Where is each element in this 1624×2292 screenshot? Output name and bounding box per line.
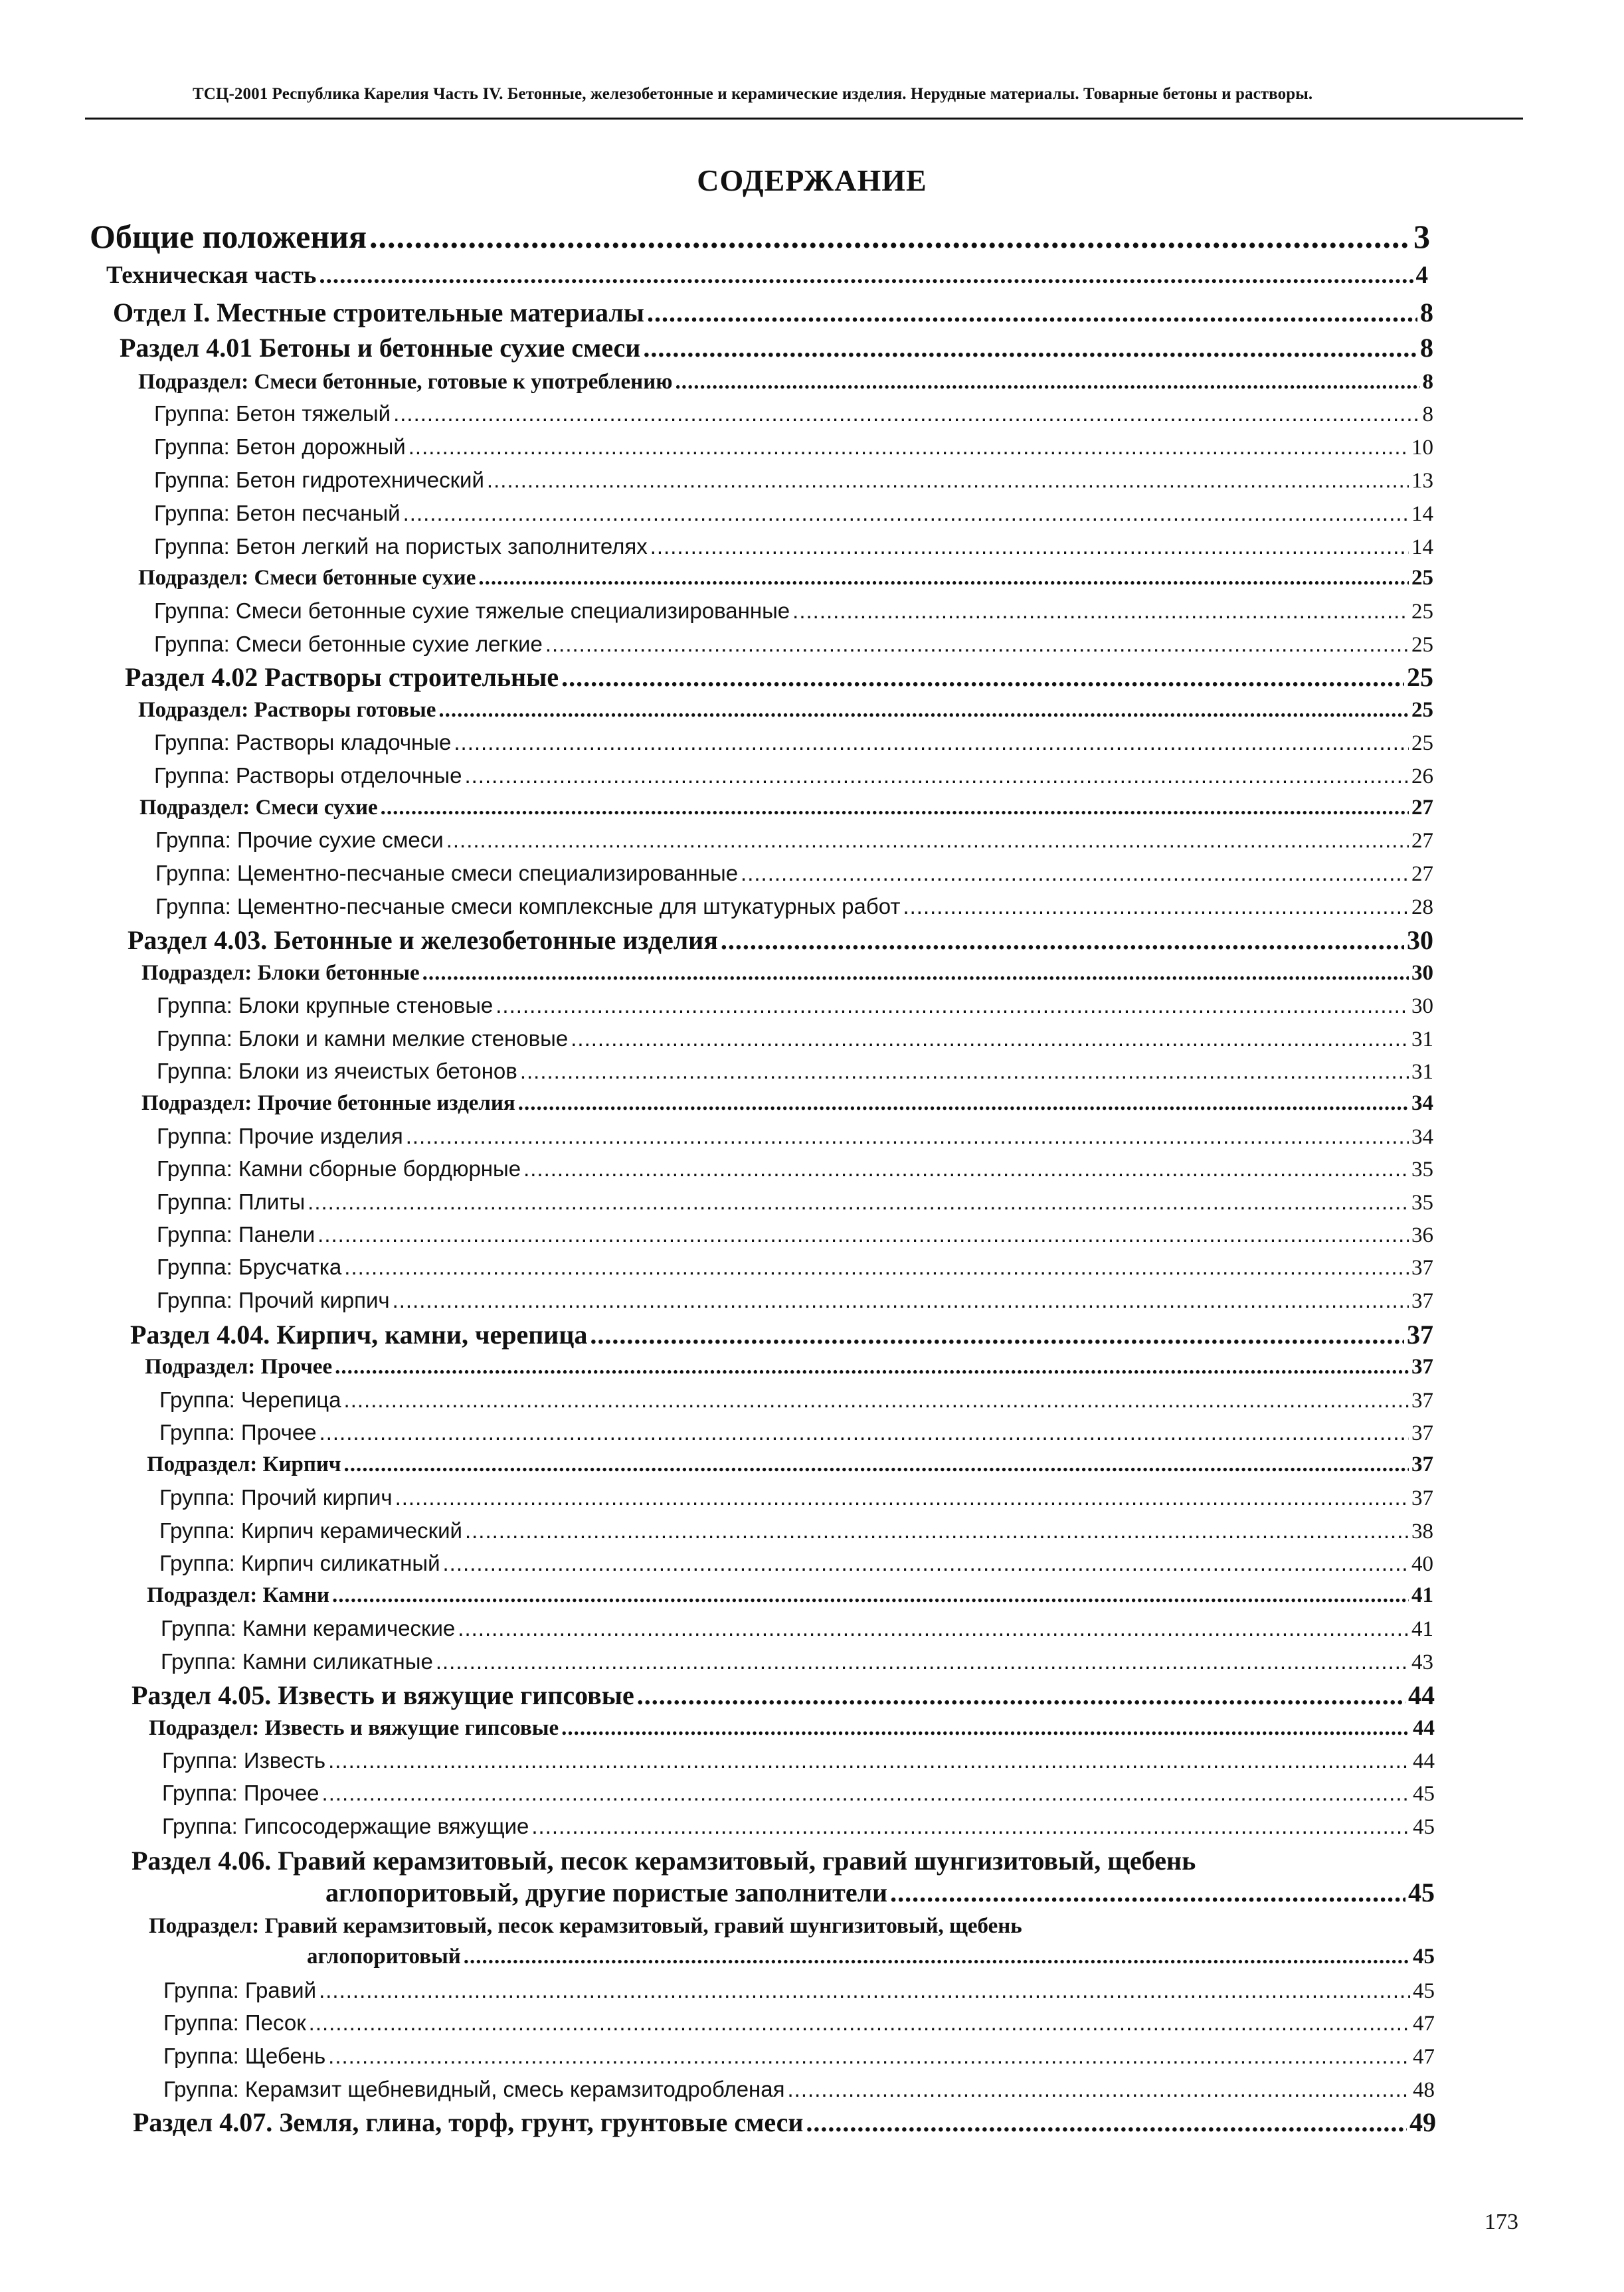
- leader-dots: [408, 434, 1409, 460]
- toc-entry-page: 8: [1420, 298, 1433, 327]
- leader-dots: [308, 1190, 1409, 1215]
- toc-entry-label: Техническая часть: [106, 262, 317, 289]
- leader-dots: [788, 2077, 1410, 2102]
- toc-entry-label: Группа: Бетон дорожный: [154, 434, 406, 459]
- toc-entry-page: 48: [1413, 2078, 1435, 2102]
- toc-entry-group[interactable]: [154, 598, 1433, 624]
- toc-entry-label: Группа: Камни керамические: [161, 1616, 456, 1640]
- toc-entry-group[interactable]: [157, 1059, 1433, 1085]
- toc-entry-label: Группа: Гравий: [163, 1978, 317, 2002]
- toc-entry-label: Раздел 4.04. Кирпич, камни, черепица: [130, 1320, 588, 1350]
- toc-entry-page: 27: [1411, 796, 1433, 820]
- toc-entry-label: Группа: Блоки крупные стеновые: [157, 993, 494, 1017]
- toc-entry-label: аглопоритовый, другие пористые заполнители: [325, 1878, 888, 1907]
- leader-dots: [531, 1814, 1410, 1839]
- toc-entry-label: Отдел I. Местные строительные материалы: [113, 298, 644, 327]
- toc-entry-label: Подраздел: Блоки бетонные: [141, 961, 420, 985]
- toc-entry-page: 14: [1411, 535, 1433, 559]
- toc-entry-page: 35: [1411, 1191, 1433, 1215]
- toc-entry-section[interactable]: [125, 661, 1433, 693]
- leader-dots: [792, 598, 1409, 624]
- leader-dots: [393, 401, 1419, 426]
- toc-entry-page: 37: [1407, 1320, 1433, 1350]
- toc-entry-page: 3: [1413, 218, 1430, 255]
- toc-entry-page: 26: [1411, 764, 1433, 788]
- toc-entry-page: 45: [1413, 1782, 1435, 1806]
- toc-entry-page: 25: [1411, 633, 1433, 657]
- toc-entry-label: Группа: Бетон песчаный: [154, 501, 401, 525]
- leader-dots: [721, 925, 1404, 956]
- leader-dots: [344, 1255, 1409, 1280]
- toc-entry-page: 45: [1413, 1979, 1435, 2003]
- toc-entry-label: Группа: Прочие сухие смеси: [155, 828, 444, 852]
- toc-entry-group[interactable]: [157, 993, 1433, 1019]
- toc-entry-page: 38: [1411, 1520, 1433, 1543]
- toc-entry-page: 31: [1411, 1027, 1433, 1051]
- toc-entry-label: Подраздел: Кирпич: [147, 1453, 341, 1476]
- toc-entry-department[interactable]: [113, 297, 1433, 328]
- leader-dots: [328, 1748, 1410, 1773]
- toc-entry-page: 27: [1411, 829, 1433, 853]
- toc-entry-subsection[interactable]: [145, 1355, 1433, 1379]
- leader-dots: [903, 894, 1409, 919]
- toc-entry-label: Раздел 4.05. Известь и вяжущие гипсовые: [132, 1680, 634, 1710]
- toc-entry-label: Подраздел: Камни: [147, 1583, 330, 1607]
- toc-entry-label: Группа: Песок: [163, 2010, 306, 2035]
- toc-entry-label: Раздел 4.01 Бетоны и бетонные сухие смеси: [120, 333, 641, 363]
- leader-dots: [443, 1551, 1409, 1576]
- toc-entry-subsection[interactable]: [141, 961, 1433, 986]
- toc-entry-label: Подраздел: Прочее: [145, 1355, 333, 1379]
- toc-entry-label: Группа: Прочий кирпич: [157, 1288, 390, 1312]
- toc-entry-label: Группа: Прочее: [159, 1420, 317, 1445]
- toc-entry-section[interactable]: [120, 332, 1433, 363]
- toc-entry-label: Подраздел: Смеси сухие: [139, 796, 378, 820]
- toc-entry-page: 10: [1411, 436, 1433, 460]
- toc-entry-group[interactable]: [162, 1814, 1435, 1840]
- toc-entry-group[interactable]: [163, 2010, 1435, 2036]
- toc-entry-page: 41: [1411, 1617, 1433, 1641]
- toc-entry-group[interactable]: [154, 730, 1433, 756]
- toc-entry-subsection[interactable]: [141, 1091, 1433, 1116]
- toc-entry-label: Группа: Керамзит щебневидный, смесь керамзитодробленая: [163, 2077, 785, 2101]
- toc-entry-page: 8: [1422, 402, 1433, 426]
- toc-entry-page: 30: [1411, 961, 1433, 985]
- toc-entry-page: 25: [1411, 698, 1433, 722]
- toc-entry-group[interactable]: [157, 1222, 1433, 1248]
- toc-entry-technical[interactable]: [106, 261, 1428, 290]
- toc-entry-subsection[interactable]: [147, 1583, 1433, 1608]
- toc-entry-page: 45: [1413, 1945, 1435, 1969]
- toc-entry-page: 34: [1411, 1091, 1433, 1115]
- toc-entry-group[interactable]: [157, 1288, 1433, 1314]
- toc-entry-subsection[interactable]: [307, 1945, 1435, 1969]
- toc-entry-page: 8: [1420, 333, 1433, 363]
- toc-entry-page: 40: [1411, 1552, 1433, 1576]
- toc-entry-group[interactable]: [159, 1387, 1433, 1413]
- toc-entry-section[interactable]: [325, 1877, 1435, 1908]
- leader-dots: [322, 1781, 1410, 1806]
- toc-entry-group[interactable]: [163, 1978, 1435, 2004]
- toc-entry-group[interactable]: [154, 534, 1433, 560]
- leader-dots: [393, 1288, 1409, 1313]
- toc-entry-page: 44: [1413, 1749, 1435, 1773]
- toc-entry-group[interactable]: [155, 894, 1433, 920]
- leader-dots: [464, 763, 1409, 788]
- toc-entry-page: 14: [1411, 502, 1433, 526]
- toc-entry-group[interactable]: [161, 1649, 1433, 1675]
- toc-entry-page: 37: [1411, 1389, 1433, 1413]
- toc-entry-page: 35: [1411, 1158, 1433, 1182]
- toc-entry-label: Группа: Черепица: [159, 1387, 341, 1412]
- toc-entry-section[interactable]: [133, 2107, 1436, 2138]
- toc-entry-subsection-line1[interactable]: Подраздел: Гравий керамзитовый, песок керамзитовый, гравий шунгизитовый, щебень: [149, 1914, 1022, 1938]
- toc-entry-label: Группа: Камни силикатные: [161, 1649, 433, 1674]
- leader-dots: [335, 1355, 1409, 1379]
- toc-entry-page: 44: [1408, 1680, 1435, 1710]
- leader-dots: [319, 1420, 1409, 1445]
- toc-entry-group[interactable]: [154, 632, 1433, 658]
- toc-entry-label: Группа: Цементно-песчаные смеси комплексные для штукатурных работ: [155, 894, 901, 919]
- toc-entry-group[interactable]: [162, 1781, 1435, 1807]
- toc-entry-page: 37: [1411, 1355, 1433, 1379]
- toc-entry-section[interactable]: [130, 1319, 1433, 1350]
- toc-entry-label: аглопоритовый: [307, 1945, 461, 1969]
- running-header: ТСЦ-2001 Республика Карелия Часть IV. Бетонные, железобетонные и керамические изделия. Нерудные материалы. Товарные бетоны и растворы.: [193, 85, 1313, 103]
- toc-entry-label: Раздел 4.07. Земля, глина, торф, грунт, грунтовые смеси: [133, 2107, 804, 2137]
- toc-entry-subsection[interactable]: [138, 566, 1433, 590]
- leader-dots: [741, 861, 1409, 886]
- toc-entry-label: Группа: Цементно-песчаные смеси специализированные: [155, 861, 739, 885]
- toc-entry-group[interactable]: [155, 828, 1433, 853]
- leader-dots: [309, 2010, 1410, 2036]
- leader-dots: [454, 730, 1409, 755]
- toc-entry-group[interactable]: [162, 1748, 1435, 1774]
- leader-dots: [438, 698, 1409, 723]
- leader-dots: [561, 1716, 1410, 1741]
- leader-dots: [806, 2107, 1407, 2138]
- toc-entry-label: Группа: Панели: [157, 1222, 316, 1247]
- toc-entry-page: 45: [1408, 1878, 1435, 1907]
- toc-entry-page: 25: [1407, 662, 1433, 692]
- leader-dots: [571, 1026, 1409, 1051]
- toc-entry-subsection[interactable]: [149, 1716, 1435, 1741]
- toc-entry-subsection[interactable]: [147, 1453, 1433, 1477]
- toc-entry-label: Группа: Бетон тяжелый: [154, 401, 391, 426]
- toc-entry-page: 31: [1411, 1060, 1433, 1084]
- toc-entry-page: 28: [1411, 895, 1433, 919]
- toc-entry-label: Группа: Брусчатка: [157, 1255, 342, 1279]
- toc-entry-page: 37: [1411, 1453, 1433, 1476]
- toc-entry-page: 37: [1411, 1256, 1433, 1280]
- leader-dots: [319, 261, 1413, 290]
- leader-dots: [647, 297, 1417, 328]
- toc-entry-page: 41: [1411, 1583, 1433, 1607]
- leader-dots: [344, 1387, 1409, 1413]
- toc-entry-label: Группа: Гипсосодержащие вяжущие: [162, 1814, 529, 1838]
- toc-entry-group[interactable]: [154, 501, 1433, 527]
- toc-entry-general[interactable]: [90, 217, 1430, 256]
- toc-entry-label: Группа: Смеси бетонные сухие тяжелые специализированные: [154, 598, 790, 623]
- toc-entry-label: Группа: Прочее: [162, 1781, 319, 1805]
- toc-entry-page: 25: [1411, 600, 1433, 624]
- toc-entry-group[interactable]: [163, 2044, 1435, 2070]
- toc-entry-label: Группа: Камни сборные бордюрные: [157, 1156, 521, 1181]
- toc-entry-group[interactable]: [163, 2077, 1435, 2103]
- toc-entry-label: Группа: Плиты: [157, 1190, 306, 1214]
- leader-dots: [890, 1877, 1405, 1908]
- toc-entry-label: Группа: Кирпич силикатный: [159, 1551, 440, 1575]
- leader-dots: [343, 1453, 1409, 1477]
- leader-dots: [487, 468, 1409, 493]
- leader-dots: [643, 332, 1417, 363]
- leader-dots: [436, 1649, 1409, 1674]
- toc-entry-label: Группа: Известь: [162, 1748, 326, 1773]
- toc-entry-group[interactable]: [159, 1485, 1433, 1511]
- toc-entry-page: 49: [1409, 2107, 1436, 2137]
- toc-entry-group[interactable]: [155, 861, 1433, 887]
- leader-dots: [465, 1518, 1409, 1543]
- toc-entry-page: 47: [1413, 2045, 1435, 2069]
- leader-dots: [478, 566, 1409, 590]
- leader-dots: [406, 1124, 1409, 1149]
- leader-dots: [403, 501, 1409, 526]
- toc-entry-group[interactable]: [157, 1156, 1433, 1182]
- toc-entry-section-line1[interactable]: Раздел 4.06. Гравий керамзитовый, песок керамзитовый, гравий шунгизитовый, щебень: [132, 1846, 1196, 1876]
- leader-dots: [381, 796, 1409, 820]
- toc-entry-label: Группа: Кирпич керамический: [159, 1518, 462, 1543]
- toc-entry-page: 47: [1413, 2012, 1435, 2036]
- leader-dots: [675, 370, 1419, 395]
- toc-entry-group[interactable]: [161, 1616, 1433, 1642]
- leader-dots: [496, 993, 1409, 1018]
- toc-entry-page: 30: [1407, 925, 1433, 955]
- leader-dots: [446, 828, 1409, 853]
- toc-entry-page: 25: [1411, 731, 1433, 755]
- page-number: 173: [1485, 2210, 1518, 2234]
- toc-entry-section[interactable]: [132, 1680, 1435, 1711]
- toc-entry-group[interactable]: [157, 1190, 1433, 1215]
- toc-entry-label: Подраздел: Прочие бетонные изделия: [141, 1091, 515, 1115]
- toc-entry-page: 25: [1411, 566, 1433, 590]
- toc-entry-label: Группа: Растворы кладочные: [154, 730, 452, 754]
- toc-entry-subsection[interactable]: [139, 796, 1433, 820]
- toc-entry-label: Группа: Бетон легкий на пористых заполнителях: [154, 534, 648, 559]
- leader-dots: [545, 632, 1409, 657]
- toc-entry-page: 30: [1411, 994, 1433, 1018]
- toc-entry-page: 45: [1413, 1815, 1435, 1839]
- leader-dots: [561, 661, 1404, 693]
- toc-entry-group[interactable]: [154, 401, 1433, 427]
- leader-dots: [590, 1319, 1404, 1350]
- toc-entry-group[interactable]: [159, 1518, 1433, 1544]
- toc-entry-label: Подраздел: Известь и вяжущие гипсовые: [149, 1716, 559, 1740]
- page-title: СОДЕРЖАНИЕ: [697, 163, 927, 197]
- toc-entry-label: Группа: Щебень: [163, 2044, 326, 2068]
- toc-entry-label: Группа: Блоки из ячеистых бетонов: [157, 1059, 517, 1083]
- leader-dots: [520, 1059, 1409, 1084]
- toc-entry-subsection[interactable]: [138, 370, 1433, 395]
- leader-dots: [369, 217, 1411, 256]
- leader-dots: [650, 534, 1409, 559]
- leader-dots: [523, 1156, 1409, 1182]
- toc-entry-page: 27: [1411, 862, 1433, 886]
- toc-entry-label: Группа: Растворы отделочные: [154, 763, 462, 788]
- toc-entry-label: Группа: Прочий кирпич: [159, 1485, 393, 1510]
- toc-entry-page: 43: [1411, 1650, 1433, 1674]
- toc-entry-group[interactable]: [157, 1124, 1433, 1150]
- leader-dots: [317, 1222, 1409, 1247]
- toc-entry-label: Группа: Блоки и камни мелкие стеновые: [157, 1026, 569, 1051]
- toc-entry-label: Подраздел: Смеси бетонные, готовые к употреблению: [138, 370, 673, 394]
- toc-entry-page: 8: [1422, 370, 1433, 394]
- toc-entry-label: Группа: Бетон гидротехнический: [154, 468, 484, 492]
- toc-entry-page: 34: [1411, 1125, 1433, 1149]
- toc-entry-label: Общие положения: [90, 218, 367, 255]
- toc-entry-section[interactable]: [128, 925, 1433, 956]
- toc-entry-group[interactable]: [157, 1026, 1433, 1052]
- toc-entry-label: Раздел 4.02 Растворы строительные: [125, 662, 559, 692]
- toc-entry-group[interactable]: [157, 1255, 1433, 1280]
- leader-dots: [518, 1091, 1409, 1116]
- toc-entry-label: Группа: Прочие изделия: [157, 1124, 403, 1148]
- toc-entry-group[interactable]: [159, 1551, 1433, 1577]
- leader-dots: [464, 1945, 1410, 1969]
- toc-entry-page: 44: [1413, 1716, 1435, 1740]
- toc-entry-group[interactable]: [154, 468, 1433, 493]
- leader-dots: [637, 1680, 1405, 1711]
- leader-dots: [395, 1485, 1409, 1510]
- toc-entry-label: Группа: Смеси бетонные сухие легкие: [154, 632, 543, 656]
- toc-entry-page: 4: [1415, 262, 1428, 289]
- toc-entry-group[interactable]: [159, 1420, 1433, 1446]
- leader-dots: [328, 2044, 1410, 2069]
- toc-entry-page: 36: [1411, 1223, 1433, 1247]
- toc-entry-label: Раздел 4.03. Бетонные и железобетонные изделия: [128, 925, 718, 955]
- toc-entry-label: Подраздел: Смеси бетонные сухие: [138, 566, 476, 590]
- toc-entry-page: 37: [1411, 1289, 1433, 1313]
- toc-entry-group[interactable]: [154, 763, 1433, 789]
- leader-dots: [458, 1616, 1409, 1641]
- toc-entry-page: 37: [1411, 1486, 1433, 1510]
- toc-entry-subsection[interactable]: [138, 698, 1433, 723]
- leader-dots: [332, 1583, 1409, 1608]
- toc-entry-page: 37: [1411, 1421, 1433, 1445]
- leader-dots: [422, 961, 1409, 986]
- toc-entry-page: 13: [1411, 469, 1433, 493]
- toc-entry-group[interactable]: [154, 434, 1433, 460]
- toc-entry-label: Подраздел: Растворы готовые: [138, 698, 436, 722]
- leader-dots: [319, 1978, 1410, 2003]
